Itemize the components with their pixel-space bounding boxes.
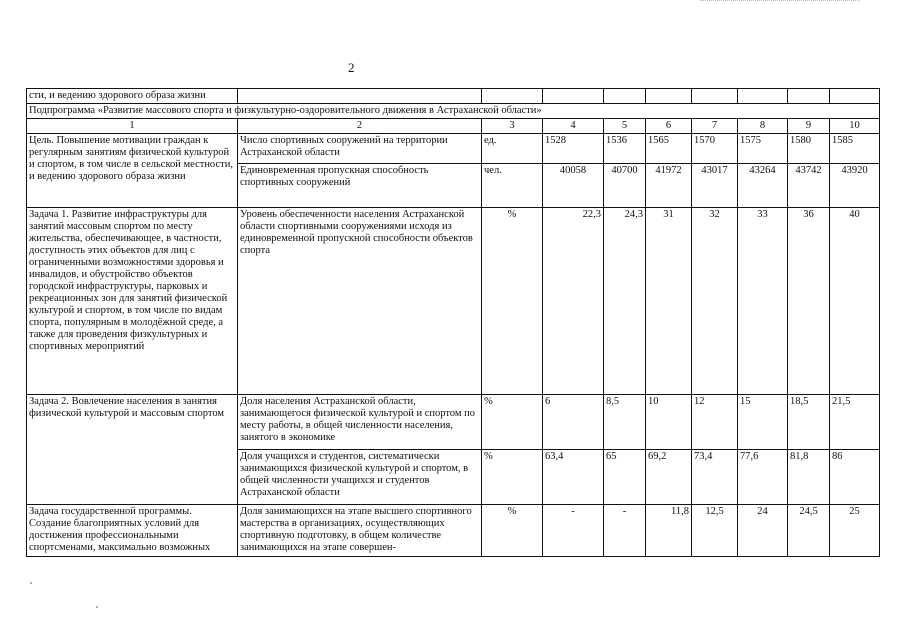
task2-text: Задача 2. Вовлечение населения в занятия физической культурой и массовым спортом	[27, 395, 238, 505]
scan-artifact	[700, 0, 860, 4]
value-cell: 1585	[830, 134, 880, 164]
value-cell: 18,5	[788, 395, 830, 450]
column-header: 9	[788, 119, 830, 134]
column-header: 6	[646, 119, 692, 134]
scan-speck	[96, 606, 98, 608]
value-cell: 65	[604, 450, 646, 505]
unit-cell: %	[482, 505, 543, 557]
value-cell: 24	[738, 505, 788, 557]
value-cell: 21,5	[830, 395, 880, 450]
indicator-text: Уровень обеспеченности населения Астраханской области спортивными сооружениями исходя из единовременной пропускной способности объектов спорта	[238, 208, 482, 395]
value-cell: 86	[830, 450, 880, 505]
value-cell: 25	[830, 505, 880, 557]
value-cell: 33	[738, 208, 788, 395]
value-cell: 43742	[788, 164, 830, 208]
unit-cell: ед.	[482, 134, 543, 164]
value-cell: 81,8	[788, 450, 830, 505]
value-cell: -	[604, 505, 646, 557]
state-task-text: Задача государственной программы. Создание благоприятных условий для достижения профессиональными спортсменами, максимально возможных	[27, 505, 238, 557]
value-cell: 1580	[788, 134, 830, 164]
value-cell: 11,8	[646, 505, 692, 557]
column-header: 3	[482, 119, 543, 134]
value-cell: 73,4	[692, 450, 738, 505]
column-header: 5	[604, 119, 646, 134]
value-cell: 36	[788, 208, 830, 395]
indicator-text: Доля занимающихся на этапе высшего спортивного мастерства в организациях, осуществляющих спортивную подготовку, в общем количестве занимающихся на этапе совершен-	[238, 505, 482, 557]
header-row	[27, 119, 880, 134]
value-cell: 12,5	[692, 505, 738, 557]
value-cell: 40700	[604, 164, 646, 208]
column-header: 4	[543, 119, 604, 134]
value-cell: 77,6	[738, 450, 788, 505]
column-header: 7	[692, 119, 738, 134]
value-cell: 22,3	[543, 208, 604, 395]
value-cell: 40	[830, 208, 880, 395]
indicators-table	[26, 88, 880, 557]
value-cell: 43264	[738, 164, 788, 208]
value-cell: 32	[692, 208, 738, 395]
value-cell: 40058	[543, 164, 604, 208]
indicator-text: Доля населения Астраханской области, занимающегося физической культурой и спортом по месту работы, в общей численности населения, занятого в экономике	[238, 395, 482, 450]
page-number: 2	[348, 60, 355, 75]
indicator-text: Число спортивных сооружений на территории Астраханской области	[238, 134, 482, 164]
table-row	[27, 104, 880, 119]
task1-text: Задача 1. Развитие инфраструктуры для занятий массовым спортом по месту жительства, обеспечивающее, в частности, доступность этих объектов для лиц с ограниченными возможностями здоровья и инвалидов, и обустройство объектов городской инфраструктуры, парковых и рекреационных зон для занятий физической культурой и спортом, в том числе по видам спорта, популярным в молодёжной среде, а также для проведения физкультурных и спортивных мероприятий	[27, 208, 238, 395]
value-cell: 31	[646, 208, 692, 395]
column-header: 1	[27, 119, 238, 134]
value-cell: 1536	[604, 134, 646, 164]
value-cell: 1565	[646, 134, 692, 164]
unit-cell: %	[482, 450, 543, 505]
value-cell: 1570	[692, 134, 738, 164]
unit-cell: чел.	[482, 164, 543, 208]
value-cell: 69,2	[646, 450, 692, 505]
scan-speck	[30, 582, 32, 584]
value-cell: 24,3	[604, 208, 646, 395]
value-cell: 6	[543, 395, 604, 450]
table-row	[27, 208, 880, 395]
value-cell: 15	[738, 395, 788, 450]
value-cell: 1528	[543, 134, 604, 164]
value-cell: 10	[646, 395, 692, 450]
table-row	[27, 89, 880, 104]
indicator-text: Доля учащихся и студентов, систематически занимающихся физической культурой и спортом, в общей численности учащихся и студентов Астраханской области	[238, 450, 482, 505]
indicator-text: Единовременная пропускная способность спортивных сооружений	[238, 164, 482, 208]
value-cell: 41972	[646, 164, 692, 208]
value-cell: 8,5	[604, 395, 646, 450]
value-cell: 24,5	[788, 505, 830, 557]
value-cell: 43920	[830, 164, 880, 208]
table-row	[27, 505, 880, 557]
table-row	[27, 134, 880, 164]
column-header: 10	[830, 119, 880, 134]
table-row	[27, 395, 880, 450]
unit-cell: %	[482, 208, 543, 395]
value-cell: 1575	[738, 134, 788, 164]
value-cell: 63,4	[543, 450, 604, 505]
column-header: 2	[238, 119, 482, 134]
subprogram-title: Подпрограмма «Развитие массового спорта и физкультурно-оздоровительного движения в Астраханской области»	[27, 104, 880, 119]
goal-text: Цель. Повышение мотивации граждан к регулярным занятиям физической культурой и спортом, в том числе в сельской местности, и ведению здорового образа жизни	[27, 134, 238, 208]
column-header: 8	[738, 119, 788, 134]
value-cell: 12	[692, 395, 738, 450]
value-cell: 43017	[692, 164, 738, 208]
value-cell: -	[543, 505, 604, 557]
unit-cell: %	[482, 395, 543, 450]
continued-text: сти, и ведению здорового образа жизни	[27, 89, 238, 104]
